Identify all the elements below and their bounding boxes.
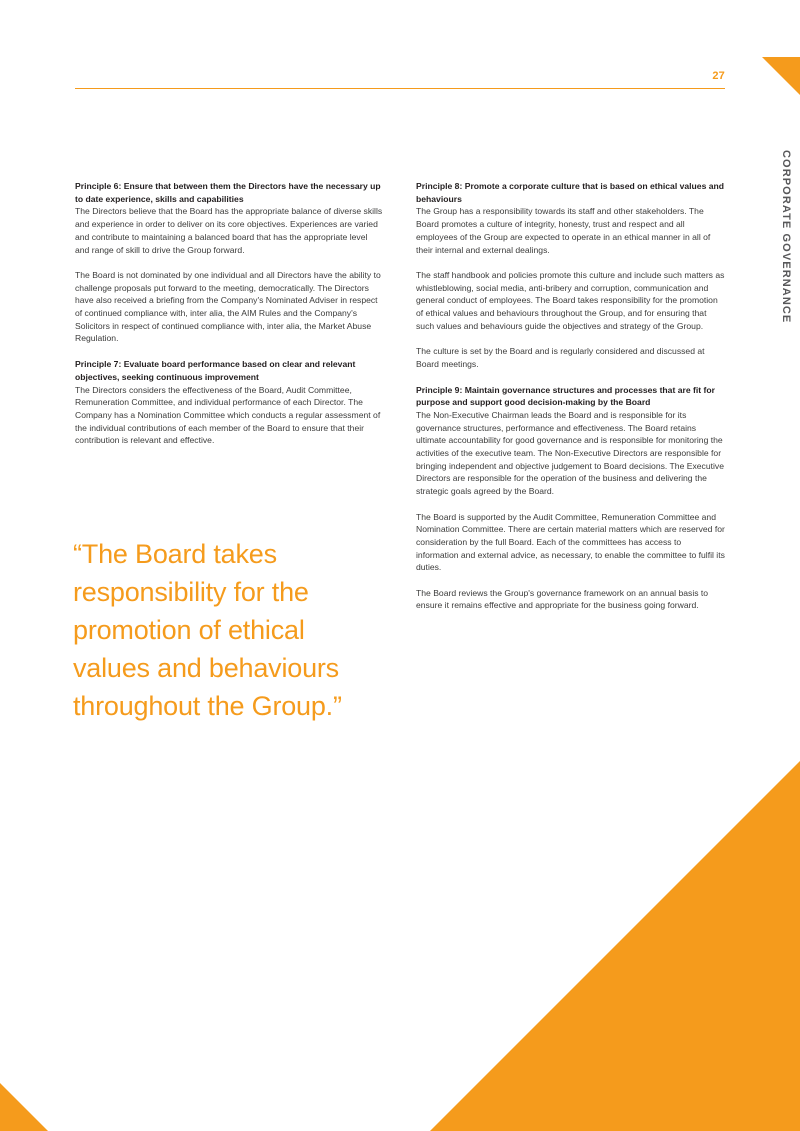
decorative-triangle-bottom-right-icon [430, 761, 800, 1131]
page-number: 27 [712, 70, 725, 82]
principle-9-block [416, 384, 725, 613]
decorative-triangle-top-right-icon [762, 57, 800, 95]
principle-8-paragraph-2: The staff handbook and policies promote this culture and include such matters as whistleblowing, social media, anti-bribery and corruption, communication and general conduct of employees. The Board takes responsibility for the promotion of ethical values and behaviours throughout the Group, and for ensuring that such values and behaviours guide the objectives and strategy of the Group. [416, 269, 725, 331]
principle-9-paragraph-2: The Board is supported by the Audit Committee, Remuneration Committee and Nomination Committee. There are certain material matters which are reserved for consideration by the full Board. Each of the committees has access to information and external advice, as necessary, to enable the committee to fulfil its duties. [416, 511, 725, 573]
principle-7-title: Principle 7: Evaluate board performance based on clear and relevant objectives, seeking continuous improvement [75, 359, 356, 382]
principle-6-block [75, 180, 384, 345]
pull-quote: “The Board takes responsibility for the promotion of ethical values and behaviours throughout the Group.” [73, 539, 342, 721]
principle-8-block [416, 180, 725, 371]
principle-8-paragraph-3: The culture is set by the Board and is regularly considered and discussed at Board meetings. [416, 346, 705, 369]
decorative-triangle-bottom-left-icon [0, 1083, 48, 1131]
right-column [416, 180, 725, 612]
principle-6-title: Principle 6: Ensure that between them the Directors have the necessary up to date experience, skills and capabilities [75, 181, 381, 204]
header-divider [75, 88, 725, 89]
principle-9-paragraph-3: The Board reviews the Group's governance framework on an annual basis to ensure it remains effective and appropriate for the business going forward. [416, 587, 709, 611]
principle-6-paragraph-1: The Directors believe that the Board has the appropriate balance of diverse skills and experience in order to deliver on its core objectives. Experiences are varied and contribute to maintaining a balanced board that has the appropriate level and range of skill to drive the Group forward. [75, 206, 383, 255]
principle-8-paragraph-1: The Group has a responsibility towards its staff and other stakeholders. The Board promotes a culture of integrity, honesty, trust and respect and all employees of the Group are expected to operate in an ethical manner in all of their internal and external dealings. [416, 206, 711, 255]
principle-7-paragraph-1: The Directors considers the effectiveness of the Board, Audit Committee, Remuneration Committee, and individual performance of each Director. The Company has a Nomination Committee which conducts a regular assessment of the individual contributions of each member of the Board to ensure that their contribution is relevant and effective. [75, 384, 381, 446]
section-tab-label: CORPORATE GOVERNANCE [780, 150, 792, 324]
principle-9-title: Principle 9: Maintain governance structures and processes that are fit for purpose and support good decision-making by the Board [416, 384, 715, 408]
principle-9-paragraph-1: The Non-Executive Chairman leads the Board and is responsible for its governance structures, performance and effectiveness. The Board retains ultimate accountability for good governance and is responsible for monitoring the activities of the executive team. The Non-Executive Directors are responsible for bringing independent and objective judgement to Board decisions. The Executive Directors are responsible for the operation of the business and delivering the strategic goals agreed by the Board. [416, 409, 724, 497]
principle-6-paragraph-2: The Board is not dominated by one individual and all Directors have the ability to challenge proposals put forward to the meeting, democratically. The Directors have also received a briefing from the Company's Nominated Adviser in respect of continued compliance with, inter alia, the AIM Rules and the Company's Solicitors in respect of continued compliance with, inter alia, the Market Abuse Regulation. [75, 269, 381, 344]
principle-7-block [75, 358, 384, 447]
principle-8-title: Principle 8: Promote a corporate culture that is based on ethical values and behaviours [416, 181, 725, 204]
